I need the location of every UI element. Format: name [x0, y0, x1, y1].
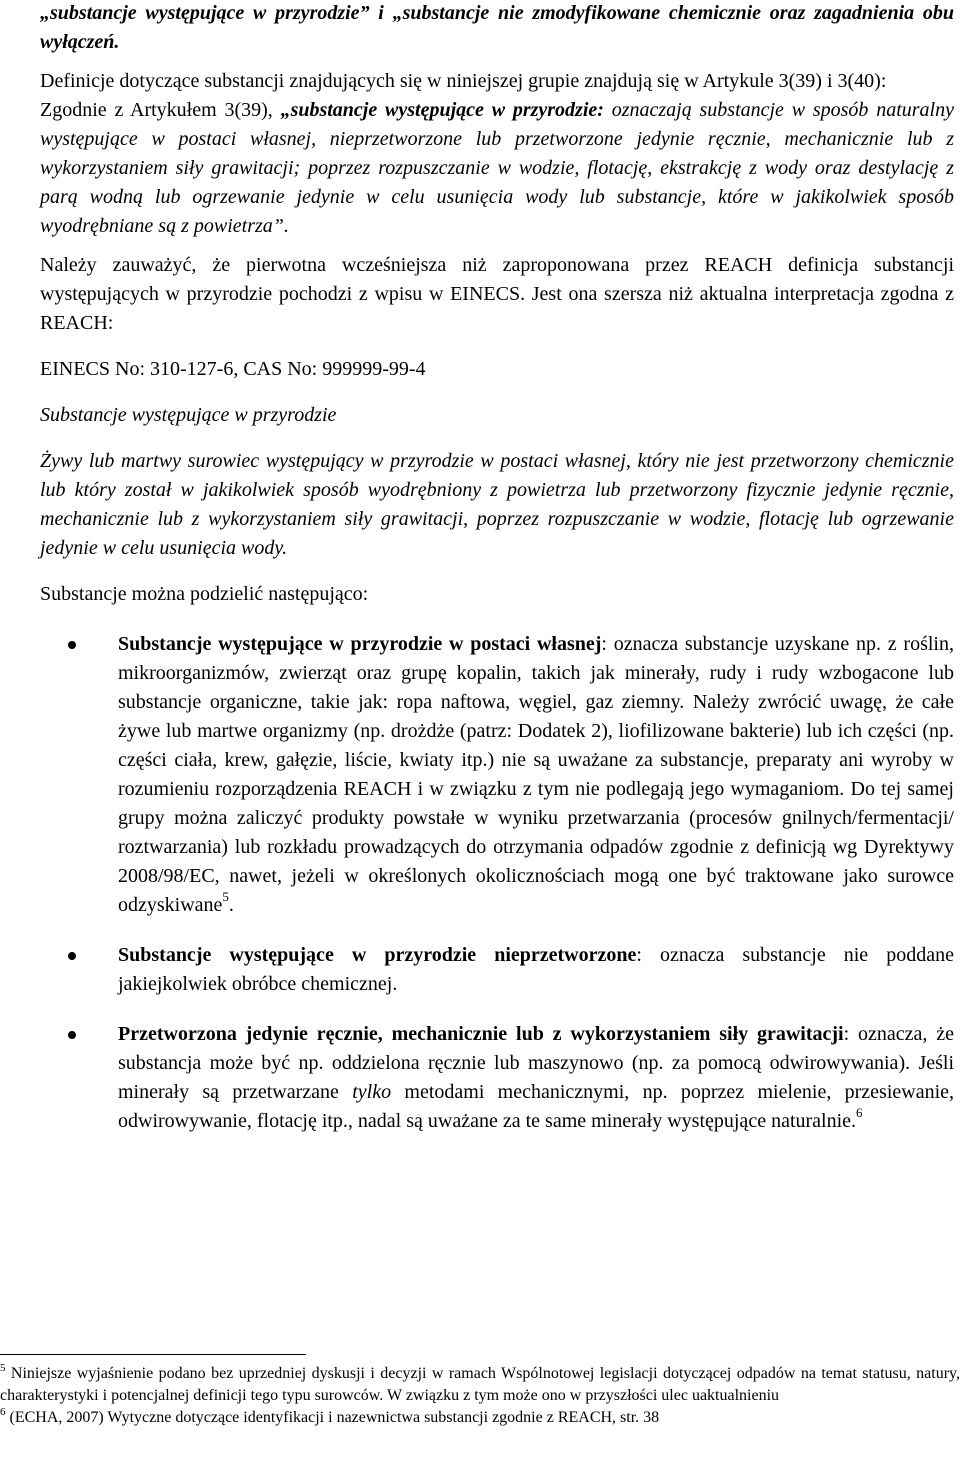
bullet-icon: [68, 641, 76, 649]
footnote-number: 6: [0, 1405, 6, 1418]
list-item: [40, 630, 954, 920]
list-item-body-continued: metodami mechanicznymi, np. poprzez mielenie, przesiewanie, odwirowywanie, flotację itp., nadal są uważane za te same minerały występujące naturalnie.: [118, 1081, 954, 1132]
section-heading: „substancje występujące w przyrodzie” i „substancje nie zmodyfikowane chemicznie oraz zagadnienia obu wyłączeń.: [40, 2, 954, 53]
einecs-definition: Żywy lub martwy surowiec występujący w przyrodzie w postaci własnej, który nie jest przetworzony chemicznie lub który został w jakikolwiek sposób wyodrębniony z powietrza lub przetworzony fizycznie jedynie ręcznie, mechanicznie lub z wykorzystaniem siły grawitacji, poprzez rozpuszczanie w wodzie, flotację lub ogrzewanie jedynie w celu usunięcia wody.: [40, 450, 954, 559]
list-item-term: Przetworzona jedynie ręcznie, mechanicznie lub z wykorzystaniem siły grawitacji: [118, 1023, 844, 1045]
footnote-text: (ECHA, 2007) Wytyczne dotyczące identyfikacji i nazewnictwa substancji zgodnie z REACH, str. 38: [5, 1409, 660, 1426]
definition-body: oznaczają substancje w sposób naturalny występujące w postaci własnej, nieprzetworzone lub przetworzone jedynie ręcznie, mechanicznie lub z wykorzystaniem siły grawitacji; poprzez rozpuszczanie w wodzie, flotację, ekstrakcję z wody oraz destylację z parą wodną lub ogrzewanie jedynie w celu usunięcia wody lub substancje, które w jakikolwiek sposób wyodrębniane są z powietrza”.: [40, 99, 954, 237]
list-item-term: Substancje występujące w przyrodzie nieprzetworzone: [118, 944, 637, 966]
list-item-emphasis: tylko: [352, 1081, 392, 1103]
division-intro: Substancje można podzielić następująco:: [40, 583, 369, 605]
list-item-tail: .: [228, 894, 234, 916]
footnote-number: 5: [0, 1361, 6, 1374]
footnotes: [0, 1363, 960, 1429]
list-item-body: : oznacza substancje nie poddane jakiejkolwiek obróbce chemicznej.: [118, 944, 954, 995]
footnote: [0, 1363, 960, 1407]
definition-art-3-39: [40, 96, 954, 241]
einecs-number: EINECS No: 310-127-6, CAS No: 999999-99-4: [40, 358, 426, 380]
definition-lead: Zgodnie z Artykułem 3(39),: [40, 99, 281, 121]
note-paragraph: Należy zauważyć, że pierwotna wcześniejsza niż zaproponowana przez REACH definicja substancji występujących w przyrodzie pochodzi z wpisu w EINECS. Jest ona szersza niż aktualna interpretacja zgodna z REACH:: [40, 254, 954, 334]
intro-paragraph: Definicje dotyczące substancji znajdujących się w niniejszej grupie znajdują się w Artykule 3(39) i 3(40):: [40, 70, 887, 92]
footnote-ref: 5: [222, 889, 229, 905]
footnote-separator: [0, 1354, 306, 1355]
list-item: [40, 941, 954, 999]
footnote: [0, 1407, 960, 1429]
list-item-body: : oznacza, że substancja może być np. oddzielona ręcznie lub maszynowo (np. za pomocą odwirowywania). Jeśli minerały są przetwarzane: [118, 1023, 954, 1103]
bullet-icon: [68, 1031, 76, 1039]
list-item: [40, 1020, 954, 1136]
footnote-ref: 6: [856, 1105, 863, 1121]
footnote-text: Niniejsze wyjaśnienie podano bez uprzedniej dyskusji i decyzji w ramach Wspólnotowej legislacji dotyczącej odpadów na temat statusu, natury, charakterystyki i potencjalnej definicji tego typu surowców. W związku z tym może ono w przyszłości ulec uaktualnieniu: [0, 1365, 960, 1404]
list-item-body: : oznacza substancje uzyskane np. z roślin, mikroorganizmów, zwierząt oraz grupę kopalin, takich jak minerały, rudy i rudy wzbogacone lub substancje organiczne, takie jak: ropa naftowa, węgiel, gaz ziemny. Należy zwrócić uwagę, że całe żywe lub martwe organizmy (np. drożdże (patrz: Dodatek 2), liofilizowane bakterie) lub ich części (np. części ciała, krew, gałęzie, liście, kwiaty itp.) nie są uważane za substancje, preparaty ani wyroby w rozumieniu rozporządzenia REACH i w związku z tym nie podlegają jego wymaganiom. Do tej samej grupy można zaliczyć produkty powstałe w wyniku przetwarzania (procesów gnilnych/fermentacji/ roztwarzania) lub rozkładu prowadzących do otrzymania odpadów zgodnie z definicją wg Dyrektywy 2008/98/EC, nawet, jeżeli w określonych okolicznościach mogą one być traktowane jako surowce odzyskiwane: [118, 633, 954, 916]
einecs-title: Substancje występujące w przyrodzie: [40, 404, 337, 426]
list-item-term: Substancje występujące w przyrodzie w postaci własnej: [118, 633, 602, 655]
substance-category-list: [40, 630, 954, 1136]
definition-term: „substancje występujące w przyrodzie:: [280, 99, 604, 121]
bullet-icon: [68, 952, 76, 960]
